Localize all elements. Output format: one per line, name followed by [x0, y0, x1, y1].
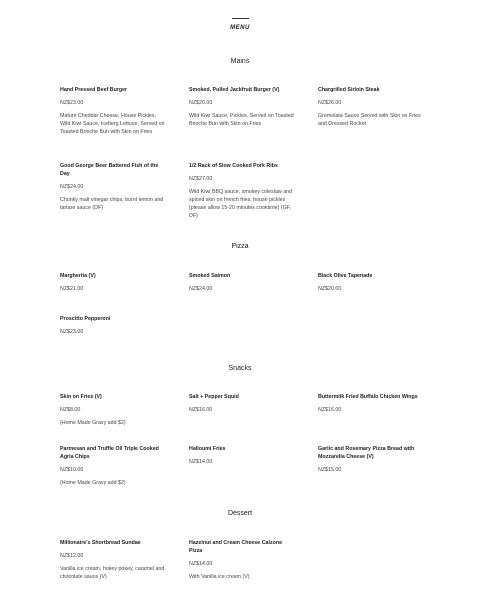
item-description: Mature Cheddar Cheese, House Pickles, Wild Kiwi Sauce, Iceberg Lettuce, Served on Toasted Brioche Bun with Skin on Fries [60, 113, 165, 135]
item-price: NZ$16.00 [189, 407, 213, 413]
menu-item [60, 162, 165, 212]
item-price: NZ$26.00 [318, 100, 342, 106]
item-name: Garlic and Rosemary Pizza Bread with Mozzarella Cheese (V) [318, 446, 415, 460]
section-title-dessert: Dessert [227, 510, 253, 517]
item-name: Good George Beer Battered Fish of the Day [60, 163, 159, 177]
item-name: Margherita (V) [60, 273, 96, 279]
menu-item [60, 393, 165, 427]
item-price: NZ$20.00 [318, 286, 342, 292]
item-price: NZ$10.00 [60, 467, 84, 473]
menu-item [318, 445, 423, 474]
item-name: Millionaire's Shortbread Sundae [60, 540, 141, 546]
menu-item [189, 393, 294, 414]
item-name: Halloumi Fries [189, 446, 226, 452]
item-price: NZ$24.00 [60, 184, 84, 190]
item-price: NZ$14.00 [189, 561, 213, 567]
menu-item [318, 272, 423, 293]
item-name: Buttermilk Fried Buffalo Chicken Wings [318, 394, 418, 400]
item-price: NZ$12.00 [60, 553, 84, 559]
menu-item [189, 445, 294, 466]
item-name: Hazelnut and Cream Cheese Calzone Pizza [189, 540, 283, 554]
item-name: 1/2 Rack of Slow Cooked Pork Ribs [189, 163, 278, 169]
item-price: NZ$21.00 [60, 286, 84, 292]
menu-item [189, 272, 294, 293]
item-price: NZ$23.00 [60, 329, 84, 335]
menu-item [60, 86, 165, 136]
menu-item [189, 539, 294, 581]
item-price: NZ$14.00 [189, 459, 213, 465]
item-name: Hand Pressed Beef Burger [60, 87, 128, 93]
menu-item [318, 393, 423, 414]
item-name: Chargrilled Sirloin Steak [318, 87, 380, 93]
menu-item [60, 315, 165, 336]
item-price: NZ$16.00 [318, 407, 342, 413]
item-name: Salt + Pepper Squid [189, 394, 239, 400]
item-description: With Vanilla ice cream (V) [189, 574, 250, 580]
item-price: NZ$24.00 [189, 286, 213, 292]
item-description: Vanilla ice cream, hokey pokey, caramel and chocolate sauce (V) [60, 566, 165, 580]
section-title-snacks: Snacks [228, 365, 252, 372]
item-name: Smoked, Pulled Jackfruit Burger (V) [189, 87, 280, 93]
menu-item [189, 162, 294, 220]
menu-divider [232, 18, 249, 19]
menu-item [60, 272, 165, 293]
item-description: Chunky malt vinegar chips, burnt lemon and tartare sauce (DF) [60, 197, 164, 211]
item-price: NZ$15.00 [318, 467, 342, 473]
item-name: Parmesan and Truffle Oil Triple Cooked Agria Chips [60, 446, 159, 460]
item-description: Gremolata Sauce Served with Skin on Fries and Dressed Rocket [318, 113, 421, 127]
item-description: (Home Made Gravy add $2) [60, 480, 126, 486]
item-name: Skin on Fries (V) [60, 394, 102, 400]
section-title-mains: Mains [230, 58, 250, 65]
menu-item [318, 86, 423, 128]
item-price: NZ$20.00 [189, 100, 213, 106]
item-price: NZ$8.00 [60, 407, 81, 413]
item-name: Smoked Salmon [189, 273, 231, 279]
item-price: NZ$23.00 [60, 100, 84, 106]
menu-header [0, 18, 480, 31]
menu-item [189, 86, 294, 128]
item-name: Black Olive Tapenade [318, 273, 373, 279]
menu-item [60, 539, 165, 581]
item-description: Wild Kiwi Sauce, Pickles, Served on Toasted Brioche Bun with Skin on Fries [189, 113, 294, 127]
section-title-pizza: Pizza [231, 243, 249, 250]
menu-item [60, 445, 165, 487]
item-price: NZ$27.00 [189, 176, 213, 182]
page-title: MENU [230, 25, 250, 31]
item-description: Wild Kiwi BBQ sauce, smokey coleslaw and spiced skin on french fries, house pickles (please allow 15-20 minutes cooktime) (GF, DF) [189, 189, 293, 219]
item-description: (Home Made Gravy add $2) [60, 420, 126, 426]
item-name: Proscitto Pepperoni [60, 316, 111, 322]
